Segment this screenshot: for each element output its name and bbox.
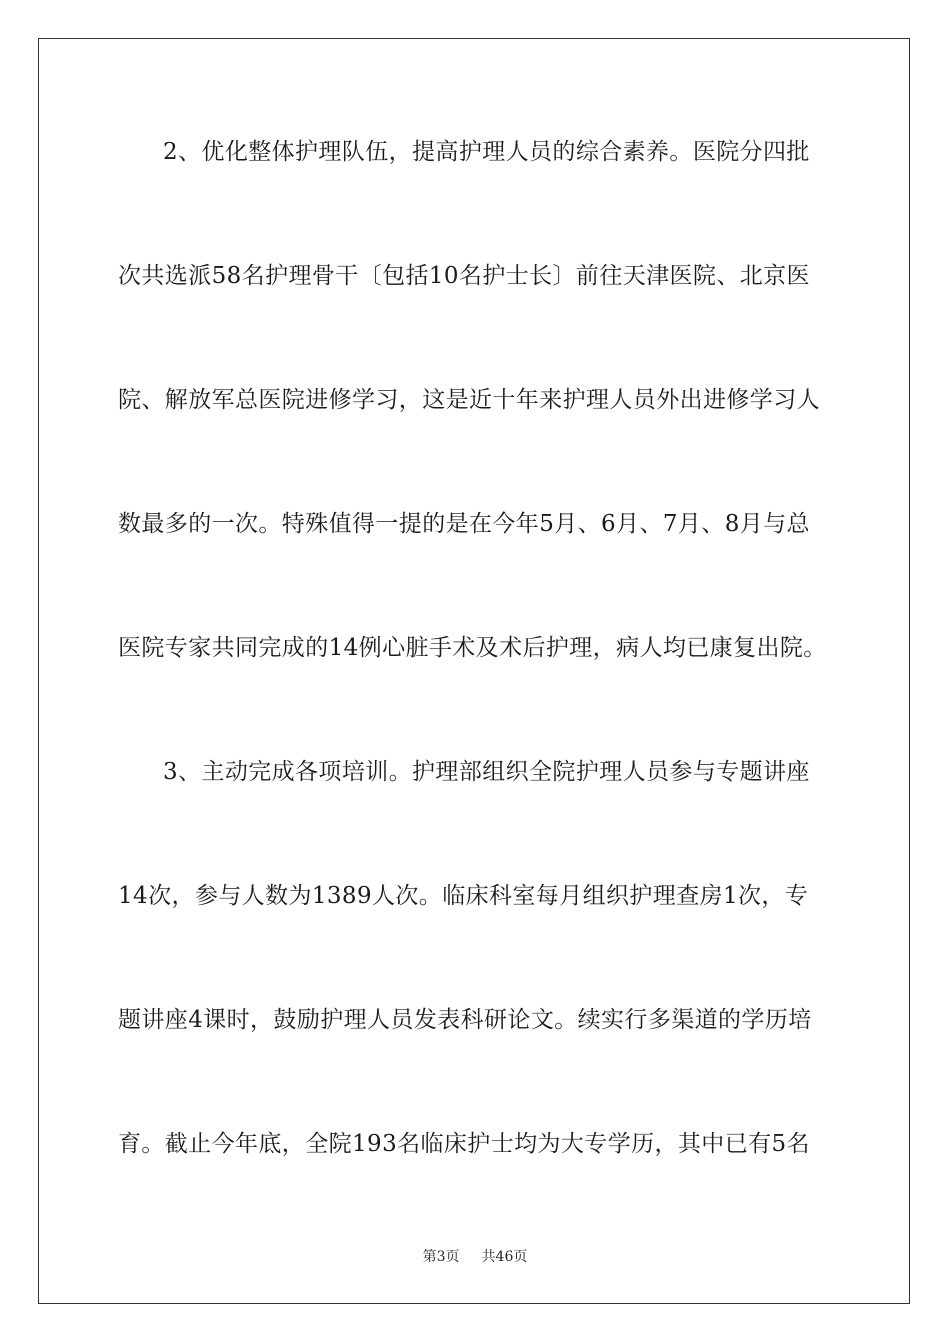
current-page-label: 第3页 [422,1249,460,1265]
paragraph-3-line-3: 题讲座4课时，鼓励护理人员发表科研论文。续实行多渠道的学历培 [118,1007,812,1033]
page-footer [0,1248,950,1266]
paragraph-3-line-4: 育。截止今年底，全院193名临床护士均为大专学历，其中已有5名 [118,1131,810,1157]
paragraph-2-line-4: 数最多的一次。特殊值得一提的是在今年5月、6月、7月、8月与总 [118,511,810,537]
paragraph-3-line-2: 14次，参与人数为1389人次。临床科室每月组织护理查房1次，专 [118,883,809,909]
paragraph-2-line-2: 次共选派58名护理骨干〔包括10名护士长〕前往天津医院、北京医 [118,263,810,289]
paragraph-3-line-1: 3、主动完成各项培训。护理部组织全院护理人员参与专题讲座 [163,759,810,785]
paragraph-2-line-3: 院、解放军总医院进修学习，这是近十年来护理人员外出进修学习人 [118,387,820,413]
paragraph-2-line-5: 医院专家共同完成的14例心脏手术及术后护理，病人均已康复出院。 [118,635,827,661]
paragraph-2-line-1: 2、优化整体护理队伍，提高护理人员的综合素养。医院分四批 [163,139,810,165]
page-border [38,38,910,1304]
total-pages-label: 共46页 [481,1249,528,1265]
